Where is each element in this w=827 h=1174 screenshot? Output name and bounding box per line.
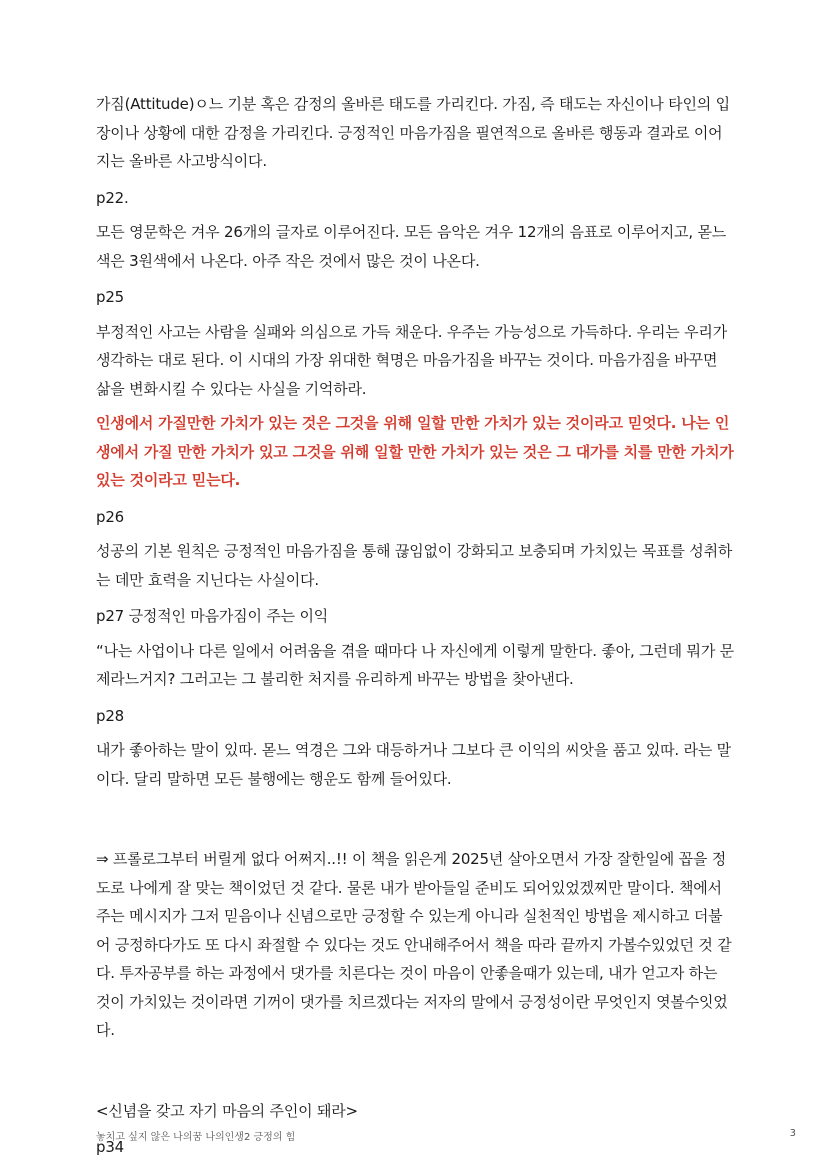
document-body <box>96 90 736 1168</box>
paragraph-success-principle: 성공의 기본 원칙은 긍정적인 마음가짐을 통해 끊임없이 강화되고 보충되며 가치있는 목표를 성취하는 데만 효력을 지닌다는 사실이다. <box>96 542 733 589</box>
highlighted-quote: 인생에서 가질만한 가치가 있는 것은 그것을 위해 일할 만한 가치가 있는 것이라고 믿엇다. 나는 인생에서 가질 만한 가치가 있고 그것을 위해 일할 만한 가치가 있는 것은 그 대가를 치를 만한 가치가 있는 것이라고 믿는다. <box>96 414 734 489</box>
paragraph-difficulty-quote: “나는 사업이나 다른 일에서 어려움을 겪을 때마다 나 자신에게 이렇게 말한다. 좋아, 그런데 뭐가 문제라느거지? 그러고는 그 불리한 처지를 유리하게 바꾸는 방법을 찾아낸다. <box>96 641 734 688</box>
chapter-heading: <신념을 갖고 자기 마음의 주인이 돼라> <box>96 1101 358 1120</box>
paragraph-small-things: 모든 영문학은 겨우 26개의 글자로 이루어진다. 모든 음악은 겨우 12개의 음표로 이루어지고, 몯느 색은 3원색에서 나온다. 아주 작은 것에서 많은 것이 나온다. <box>96 223 727 270</box>
page-reference-p22: p22. <box>96 188 129 207</box>
review-paragraph: ⇒ 프롤로그부터 버릴게 없다 어쩌지..!! 이 책을 읽은게 2025년 살아오면서 가장 잘한일에 꼽을 정도로 나에게 잘 맞는 책이었던 것 같다. 물론 내가 받아들일 준비도 되어있었겠찌만 말이다. 책에서 주는 메시지가 그저 믿음이나 신념으로만 긍정할 수 있는게 아니라 실천적인 방법을 제시하고 더불어 긍정하다가도 또 다시 좌절할 수 있다는 것도 안내해주어서 책을 따라 끝까지 가볼수있었던 것 같다. 투자공부를 하는 과정에서 댓가를 치른다는 것이 마음이 안좋을때가 있는데, 내가 얻고자 하는 것이 가치있는 것이라면 기꺼이 댓가를 치르겠다는 저자의 말에서 긍정성이란 무엇인지 엿볼수잇었다. <box>96 850 732 1039</box>
paragraph-adversity: 내가 좋아하는 말이 있따. 몯느 역경은 그와 대등하거나 그보다 큰 이익의 씨앗을 품고 있따. 라는 말이다. 달리 말하면 모든 불행에는 행운도 함께 들어있다. <box>96 741 731 788</box>
paragraph-attitude-definition: 가짐(Attitude)ㅇ느 기분 혹은 감정의 올바른 태도를 가리킨다. 가짐, 즉 태도는 자신이나 타인의 입장이나 상황에 대한 감정을 가리킨다. 긍정적인 마음가짐을 필연적으로 올바른 행동과 결과로 이어지는 올바른 사고방식이다. <box>96 95 730 170</box>
page-reference-p26: p26 <box>96 507 125 526</box>
footer-page-number: 3 <box>789 1128 796 1139</box>
page-reference-p34: p34 <box>96 1138 125 1156</box>
page-reference-p27: p27 긍정적인 마음가짐이 주는 이익 <box>96 607 329 625</box>
paragraph-negative-thinking: 부정적인 사고는 사람을 실패와 의심으로 가득 채운다. 우주는 가능성으로 가득하다. 우리는 우리가 생각하는 대로 된다. 이 시대의 가장 위대한 혁명은 마음가짐을 바꾸는 것이다. 마음가짐을 바꾸면 삶을 변화시킬 수 있다는 사실을 기억하라. <box>96 322 727 398</box>
page-reference-p28: p28 <box>96 706 125 725</box>
footer-title: 놓치고 싶지 않은 나의꿈 나의인생2 긍정의 힘 <box>96 1132 296 1143</box>
page-reference-p25: p25 <box>96 288 125 306</box>
